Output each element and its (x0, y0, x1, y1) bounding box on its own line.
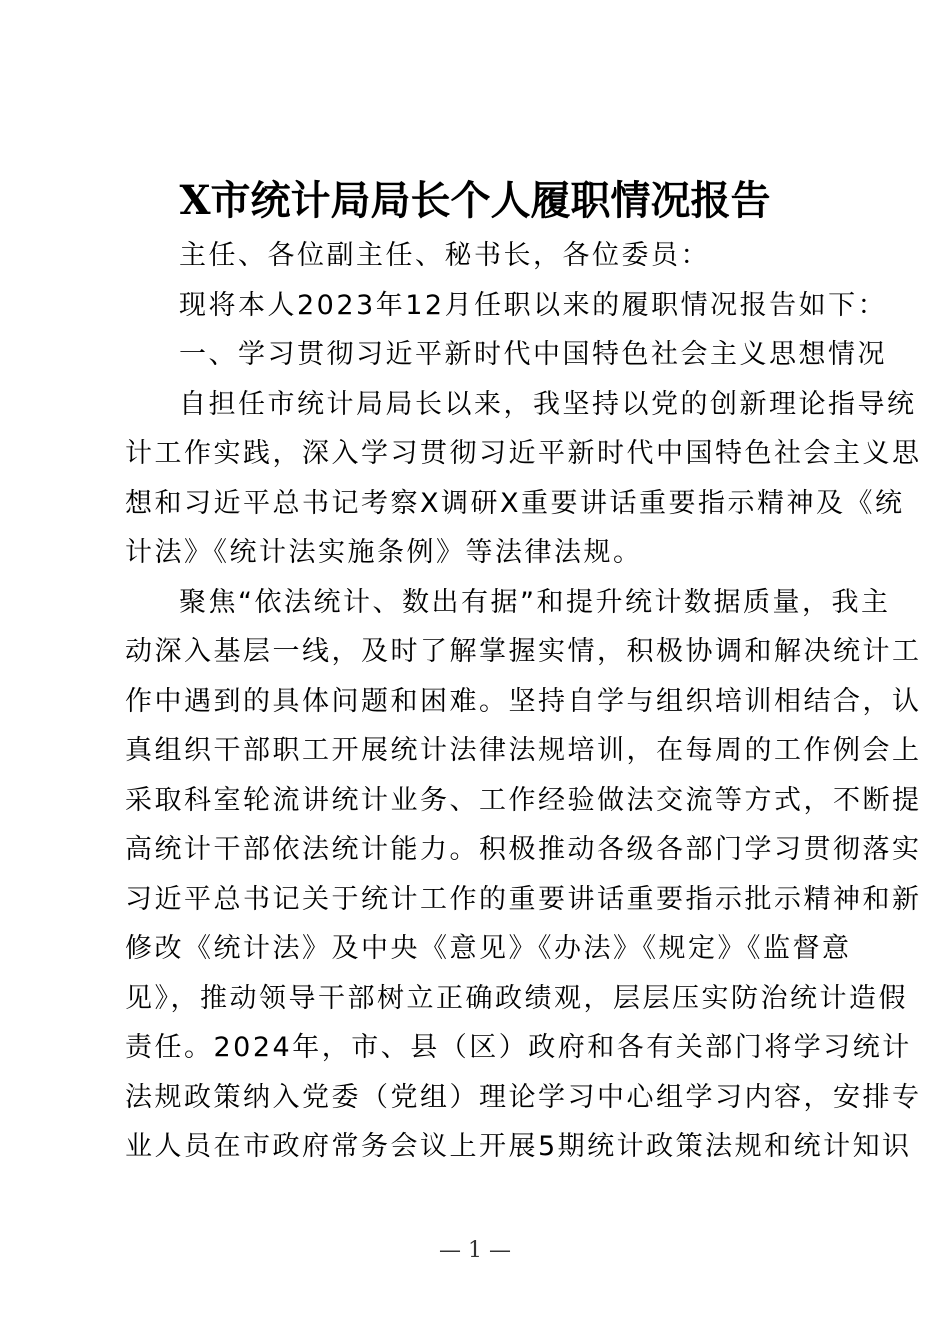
paragraph-line: 自担任市统计局局长以来，我坚持以党的创新理论指导统 (179, 388, 917, 420)
paragraph-line: 想和习近平总书记考察X调研X重要讲话重要指示精神及《统 (125, 487, 905, 519)
paragraph-line: 修改《统计法》及中央《意见》《办法》《规定》《监督意 (125, 933, 852, 964)
page-number: — 1 — (439, 1238, 511, 1263)
paragraph-line: 法规政策纳入党委（党组）理论学习中心组学习内容，安排专 (125, 1081, 922, 1113)
paragraph-line: 聚焦“依法统计、数出有据”和提升统计数据质量，我主 (179, 586, 891, 618)
paragraph-2 (125, 578, 922, 1172)
paragraph-line: 高统计干部依法统计能力。积极推动各级各部门学习贯彻落实 (125, 834, 922, 865)
paragraph-line: 责任。2024年，市、县（区）政府和各有关部门将学习统计 (125, 1032, 912, 1063)
paragraph-line: 计法》《统计法实施条例》等法律法规。 (125, 537, 643, 568)
paragraph-line: 习近平总书记关于统计工作的重要讲话重要指示批示精神和新 (125, 883, 922, 915)
paragraph-line: 作中遇到的具体问题和困难。坚持自学与组织培训相结合，认 (125, 685, 922, 717)
document-title: X市统计局局长个人履职情况报告 (179, 177, 771, 224)
paragraph-line: 业人员在市政府常务会议上开展5期统计政策法规和统计知识 (125, 1131, 912, 1162)
paragraph-1 (125, 380, 922, 578)
paragraph-line: 计工作实践，深入学习贯彻习近平新时代中国特色社会主义思 (125, 438, 922, 469)
paragraph-line: 采取科室轮流讲统计业务、工作经验做法交流等方式，不断提 (125, 784, 922, 816)
paragraph-line: 真组织干部职工开展统计法律法规培训，在每周的工作例会上 (125, 735, 922, 766)
section-heading: 一、学习贯彻习近平新时代中国特色社会主义思想情况 (179, 339, 887, 370)
paragraph-line: 见》，推动领导干部树立正确政绩观，层层压实防治统计造假 (125, 982, 908, 1014)
paragraph-line: 动深入基层一线，及时了解掌握实情，积极协调和解决统计工 (125, 636, 922, 667)
salutation: 主任、各位副主任、秘书长，各位委员： (179, 240, 710, 271)
document-body (125, 231, 922, 1172)
intro-paragraph: 现将本人2023年12月任职以来的履职情况报告如下： (179, 289, 888, 321)
